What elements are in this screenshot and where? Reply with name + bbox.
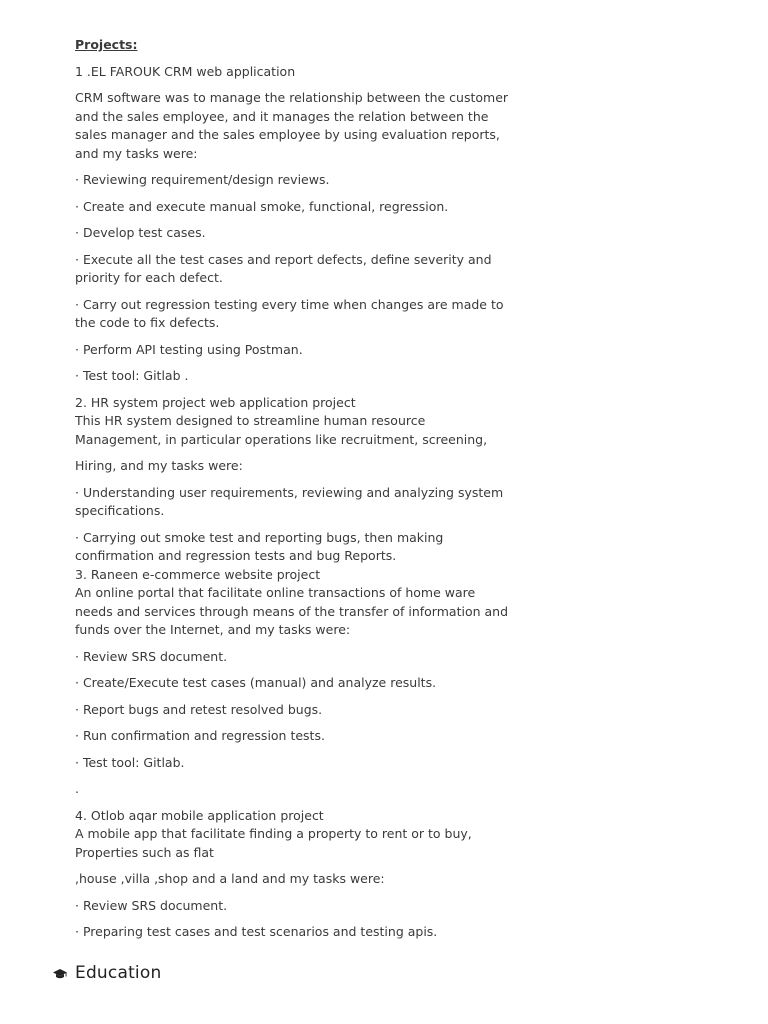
graduation-cap-icon	[53, 966, 67, 980]
project-title: 1 .EL FAROUK CRM web application	[75, 63, 296, 79]
project-description: A mobile app that facilitate finding a property to rent or to buy, Properties such as flat	[75, 826, 472, 860]
education-title: Education	[75, 963, 162, 983]
project-description: This HR system designed to streamline human resource Management, in particular operations like recruitment, screening,	[75, 413, 488, 447]
task-item: · Review SRS document.	[75, 897, 228, 913]
task-item: · Review SRS document.	[75, 648, 228, 664]
projects-heading: Projects:	[75, 37, 138, 52]
project-description-continued: ,house ,villa ,shop and a land and my tasks were:	[75, 871, 385, 886]
task-item: · Develop test cases.	[75, 225, 206, 240]
project-2	[75, 394, 515, 566]
task-item: · Understanding user requirements, reviewing and analyzing system specifications.	[75, 484, 504, 518]
task-item: · Perform API testing using Postman.	[75, 341, 303, 357]
project-3	[75, 566, 515, 799]
project-title: 3. Raneen e-commerce website project	[75, 566, 321, 582]
task-item: · Reviewing requirement/design reviews.	[75, 172, 330, 187]
project-title: 4. Otlob aqar mobile application project	[75, 807, 324, 823]
resume-projects-section	[75, 36, 515, 950]
project-description: An online portal that facilitate online transactions of home ware needs and services through means of the transfer of information and funds over the Internet, and my tasks were:	[75, 585, 509, 637]
project-1	[75, 63, 515, 386]
task-item: · Test tool: Gitlab.	[75, 754, 185, 770]
task-item: · Report bugs and retest resolved bugs.	[75, 701, 323, 717]
task-item: · Preparing test cases and test scenarios and testing apis.	[75, 924, 438, 939]
task-item: · Carrying out smoke test and reporting bugs, then making confirmation and regression tests and bug Reports.	[75, 529, 444, 563]
task-item: · Carry out regression testing every time when changes are made to the code to fix defects.	[75, 296, 504, 330]
task-item: · Run confirmation and regression tests.	[75, 728, 325, 743]
project-title: 2. HR system project web application project	[75, 394, 356, 410]
task-item: · Test tool: Gitlab .	[75, 368, 189, 383]
education-section-header	[53, 963, 161, 983]
project-description: CRM software was to manage the relationship between the customer and the sales employee, and it manages the relation between the sales manager and the sales employee by using evaluation reports, and my tasks were:	[75, 90, 509, 161]
task-item: · Create and execute manual smoke, functional, regression.	[75, 198, 449, 214]
task-item: · Execute all the test cases and report defects, define severity and priority for each defect.	[75, 251, 492, 285]
trailing-dot: .	[75, 781, 79, 796]
project-description-continued: Hiring, and my tasks were:	[75, 458, 243, 473]
project-4	[75, 807, 515, 942]
task-item: · Create/Execute test cases (manual) and analyze results.	[75, 675, 437, 690]
